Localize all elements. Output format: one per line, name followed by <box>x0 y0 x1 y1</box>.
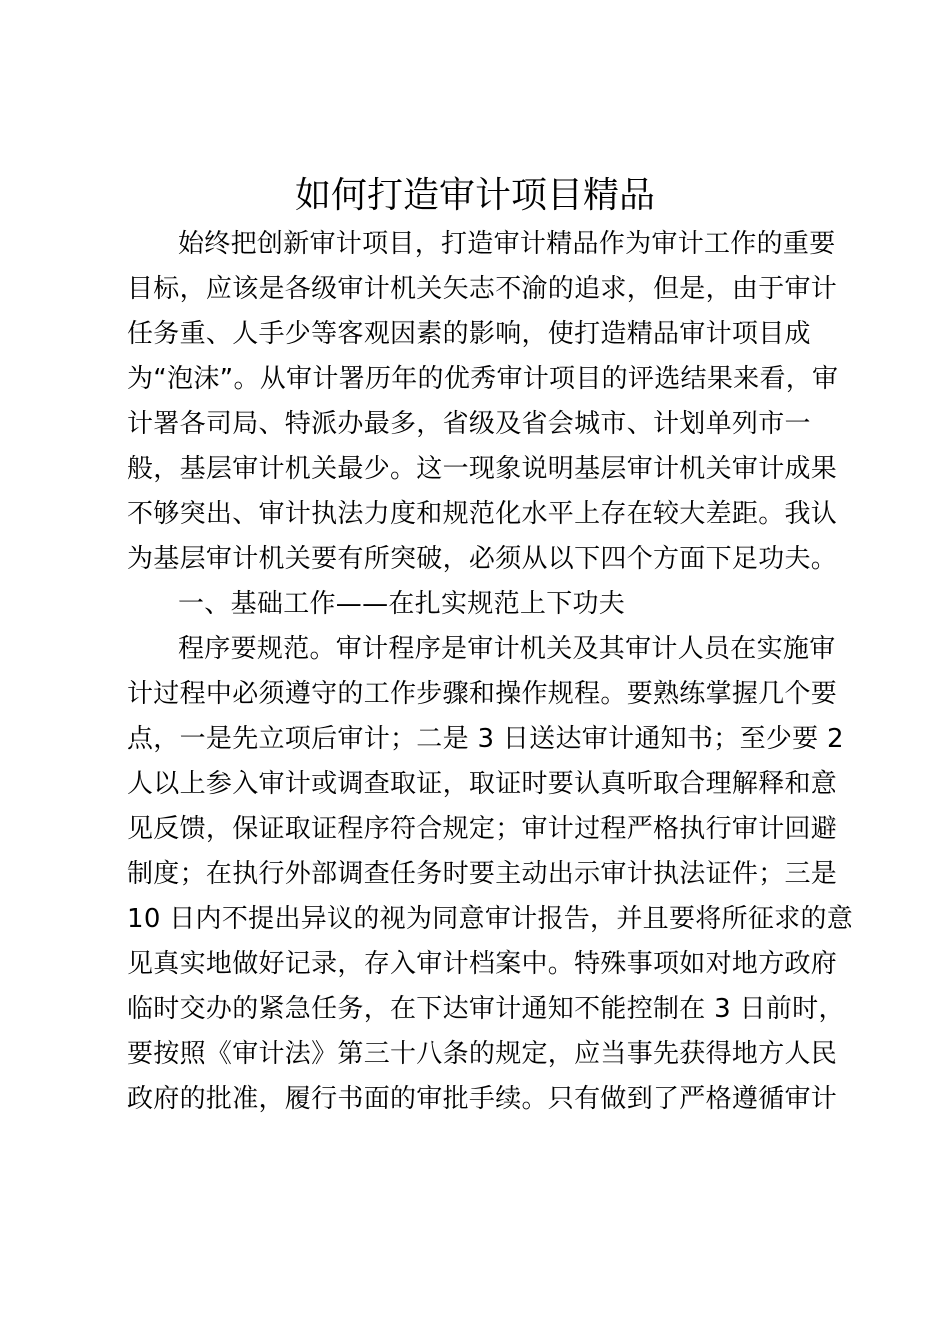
paragraph-line: 临时交办的紧急任务，在下达审计通知不能控制在 3 日前时， <box>127 994 845 1024</box>
paragraph-line: 见真实地做好记录，存入审计档案中。特殊事项如对地方政府 <box>127 949 838 979</box>
paragraph-line: 见反馈，保证取证程序符合规定；审计过程严格执行审计回避 <box>127 814 838 844</box>
paragraph-line: 不够突出、审计执法力度和规范化水平上存在较大差距。我认 <box>127 499 838 529</box>
paragraph-line: 人以上参入审计或调查取证，取证时要认真听取合理解释和意 <box>127 769 838 799</box>
paragraph-line: 任务重、人手少等客观因素的影响，使打造精品审计项目成 <box>127 319 811 349</box>
paragraph-line: 计署各司局、特派办最多，省级及省会城市、计划单列市一 <box>127 409 811 439</box>
paragraph-line: 目标，应该是各级审计机关矢志不渝的追求，但是，由于审计 <box>127 274 838 304</box>
paragraph-line: 计过程中必须遵守的工作步骤和操作规程。要熟练掌握几个要 <box>127 679 838 709</box>
paragraph-line: 点，一是先立项后审计；二是 3 日送达审计通知书；至少要 2 <box>127 724 844 754</box>
paragraph-line: 始终把创新审计项目，打造审计精品作为审计工作的重要 <box>178 229 836 259</box>
paragraph-line: 为“泡沫”。从审计署历年的优秀审计项目的评选结果来看，审 <box>127 364 839 394</box>
document-title: 如何打造审计项目精品 <box>294 175 655 216</box>
paragraph-line: 要按照《审计法》第三十八条的规定，应当事先获得地方人民 <box>127 1039 838 1069</box>
paragraph-line: 政府的批准，履行书面的审批手续。只有做到了严格遵循审计 <box>127 1084 838 1114</box>
paragraph-line: 般，基层审计机关最少。这一现象说明基层审计机关审计成果 <box>127 454 838 484</box>
paragraph-line: 程序要规范。审计程序是审计机关及其审计人员在实施审 <box>178 634 836 664</box>
paragraph-line: 为基层审计机关要有所突破，必须从以下四个方面下足功夫。 <box>127 544 838 574</box>
section-heading: 一、基础工作——在扎实规范上下功夫 <box>178 589 626 619</box>
paragraph-line: 制度；在执行外部调查任务时要主动出示审计执法证件；三是 <box>127 859 838 889</box>
paragraph-line: 10 日内不提出异议的视为同意审计报告，并且要将所征求的意 <box>127 904 854 934</box>
